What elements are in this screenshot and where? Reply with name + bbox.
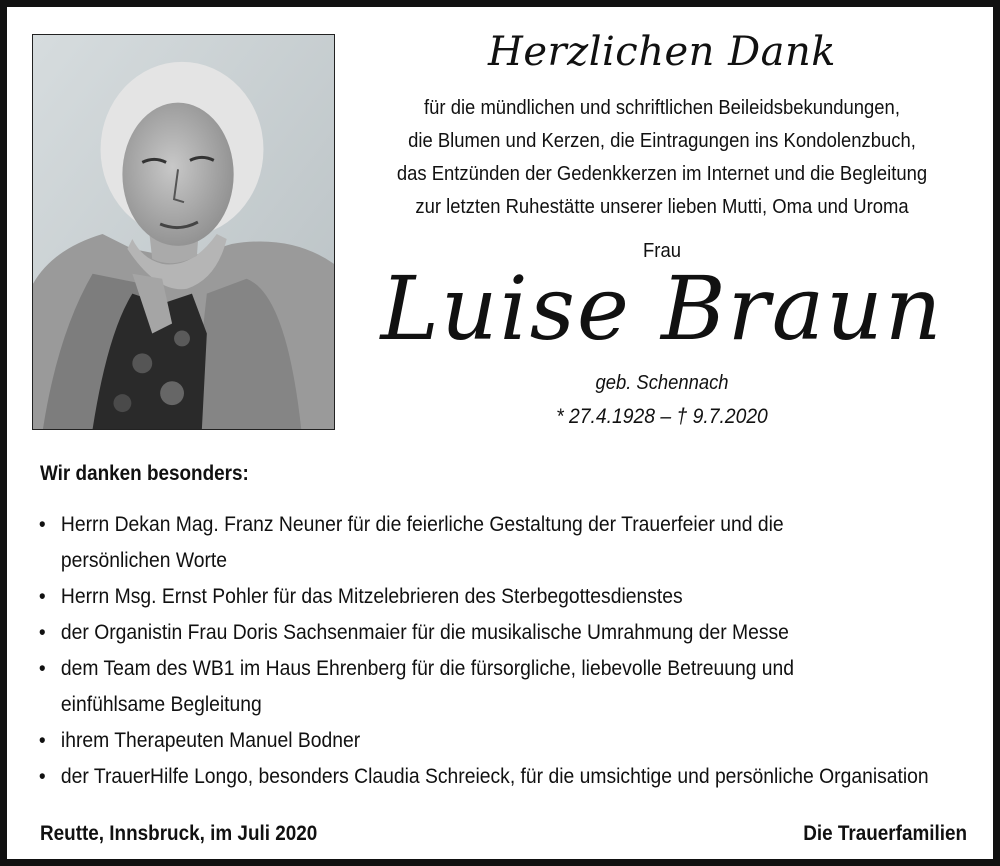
intro-text (370, 91, 955, 223)
signature: Die Trauerfamilien (803, 822, 967, 845)
list-item (37, 579, 975, 615)
list-item-line: Herrn Msg. Ernst Pohler für das Mitzelebrieren des Sterbegottesdienstes (60, 585, 683, 608)
place-date: Reutte, Innsbruck, im Juli 2020 (40, 822, 318, 845)
list-item-line: Herrn Dekan Mag. Franz Neuner für die feierliche Gestaltung der Trauerfeier und die (60, 513, 784, 536)
list-item-line: persönlichen Worte (60, 549, 228, 572)
thanks-heading: Wir danken besonders: (40, 462, 249, 485)
thanks-title: Herzlichen Dank (487, 29, 837, 75)
intro-line: für die mündlichen und schriftlichen Beileidsbekundungen, (424, 96, 900, 119)
bullet-icon: • (38, 585, 46, 608)
list-item-line: der TrauerHilfe Longo, besonders Claudia Schreieck, für die umsichtige und persönliche Organisation (60, 765, 929, 788)
list-item (37, 759, 975, 795)
bullet-icon: • (38, 765, 46, 788)
intro-line: zur letzten Ruhestätte unserer lieben Mutti, Oma und Uroma (415, 195, 909, 218)
bullet-icon: • (38, 729, 46, 752)
list-item (37, 507, 975, 579)
thanks-list (37, 507, 975, 795)
list-item (37, 651, 975, 723)
list-item-line: einfühlsame Begleitung (60, 693, 262, 716)
intro-line: das Entzünden der Gedenkkerzen im Internet und die Begleitung (396, 162, 928, 185)
deceased-name: Luise Braun (380, 257, 944, 360)
list-item-line: der Organistin Frau Doris Sachsenmaier für die musikalische Umrahmung der Messe (60, 621, 789, 644)
list-item-line: ihrem Therapeuten Manuel Bodner (60, 729, 361, 752)
list-item (37, 723, 975, 759)
bullet-icon: • (38, 513, 46, 536)
list-item (37, 615, 975, 651)
salutation: Frau (643, 239, 681, 262)
intro-line: die Blumen und Kerzen, die Eintragungen ins Kondolenzbuch, (408, 129, 916, 152)
portrait-photo (32, 34, 335, 430)
bullet-icon: • (38, 657, 46, 680)
birth-name: geb. Schennach (595, 372, 729, 394)
portrait-image (33, 35, 334, 429)
life-dates: * 27.4.1928 – † 9.7.2020 (556, 405, 768, 428)
bullet-icon: • (38, 621, 46, 644)
list-item-line: dem Team des WB1 im Haus Ehrenberg für die fürsorgliche, liebevolle Betreuung und (60, 657, 795, 680)
